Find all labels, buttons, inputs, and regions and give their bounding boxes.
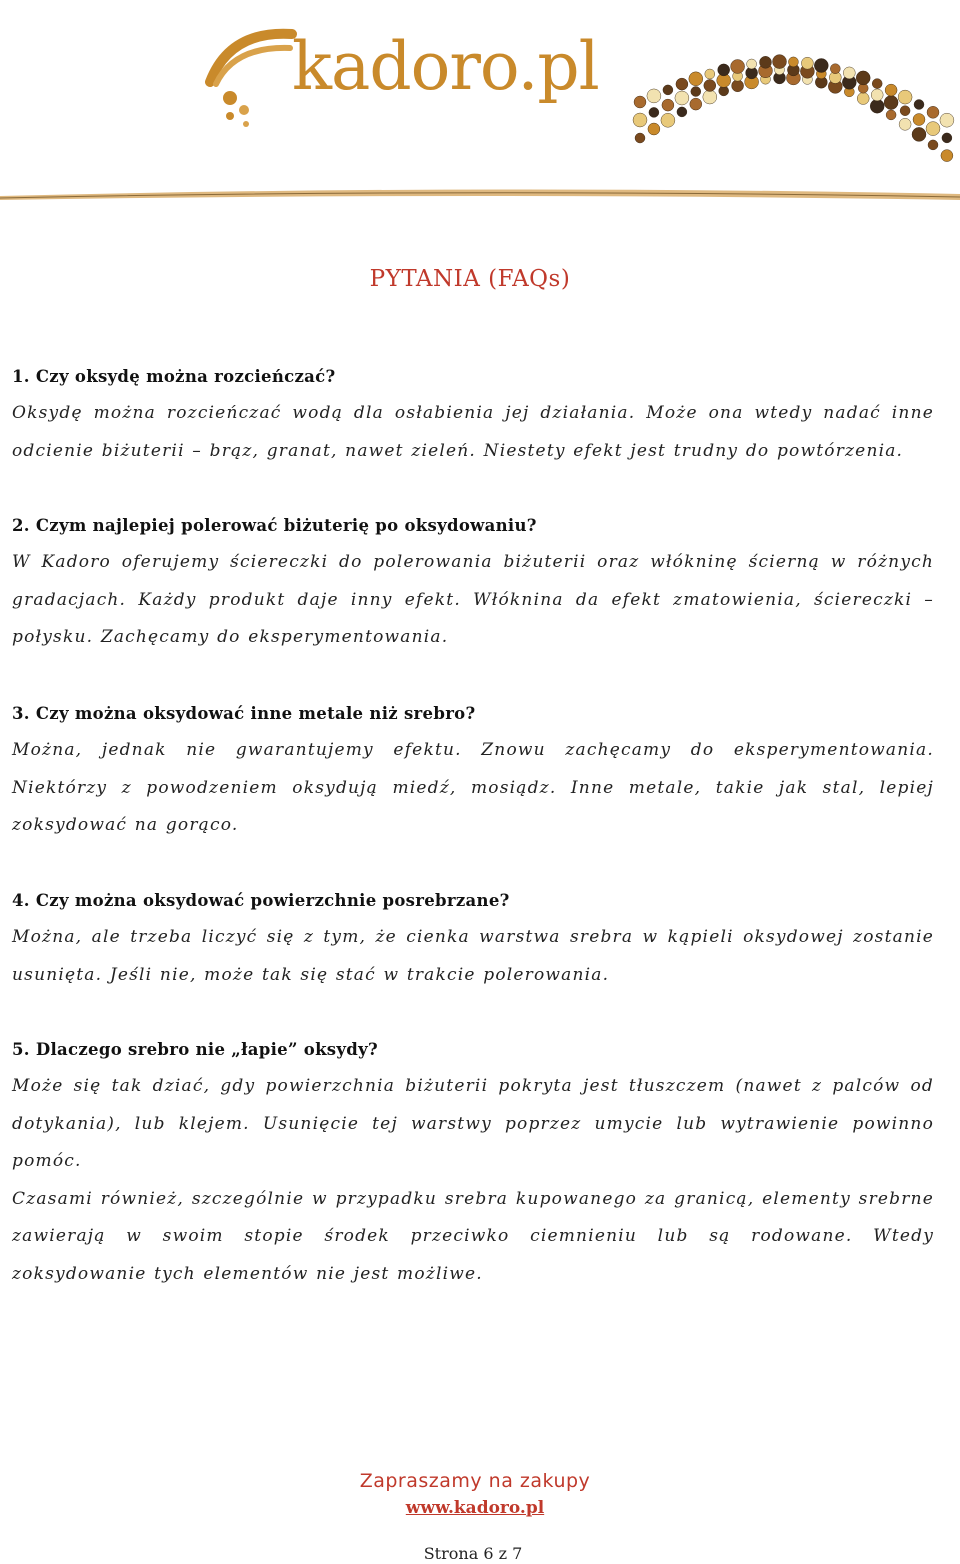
bead-shape <box>899 118 911 130</box>
bead-shape <box>914 100 924 110</box>
bead-shape <box>731 60 745 74</box>
bead-shape <box>912 127 926 141</box>
bead-shape <box>690 98 702 110</box>
bead-shape <box>814 59 828 73</box>
faq-answer: Można, ale trzeba liczyć się z tym, że cienka warstwa srebra w kąpieli oksydowej zostanie usunięta. Jeśli nie, może tak się stać w trakcie polerowania. <box>12 927 934 985</box>
footer-slogan: Zapraszamy na zakupy <box>359 1470 591 1492</box>
faq-question: 4. Czy można oksydować powierzchnie posrebrzane? <box>12 891 510 910</box>
bead-shape <box>747 59 757 69</box>
header-divider <box>0 178 960 208</box>
bead-shape <box>647 89 661 103</box>
faq-item <box>12 695 934 845</box>
bead-shape <box>871 89 883 101</box>
page-header <box>0 0 960 210</box>
faq-item <box>12 358 934 470</box>
bead-shape <box>941 150 953 162</box>
page-title: PYTANIA (FAQs) <box>369 266 571 292</box>
bead-shape <box>898 90 912 104</box>
bead-shape <box>635 133 645 143</box>
faq-answer: W Kadoro oferujemy ściereczki do polerowania biżuterii oraz włókninę ścierną w różnych gradacjach. Każdy produkt daje inny efekt. Włóknina da efekt zmatowienia, ściereczki – połysku. Zachęcamy do eksperymentowania. <box>12 552 934 647</box>
bead-shape <box>788 57 798 67</box>
logo-text: kadoro.pl <box>292 28 599 105</box>
bead-shape <box>662 99 674 111</box>
bead-shape <box>913 114 925 126</box>
faq-item <box>12 882 934 994</box>
faq-answer: Można, jednak nie gwarantujemy efektu. Znowu zachęcamy do eksperymentowania. Niektórzy z powodzeniem oksydują miedź, mosiądz. Inne metale, takie jak stal, lepiej zoksydować na gorąco. <box>12 740 934 835</box>
bead-shape <box>663 85 673 95</box>
faq-item <box>12 1031 934 1293</box>
faq-question: 3. Czy można oksydować inne metale niż srebro? <box>12 704 476 723</box>
bead-shape <box>884 96 898 110</box>
bead-shape <box>703 90 717 104</box>
bead-shape <box>705 69 715 79</box>
bead-shape <box>926 122 940 136</box>
bead-shape <box>773 55 787 69</box>
faq-question: 5. Dlaczego srebro nie „łapie” oksydy? <box>12 1040 378 1059</box>
bead-shape <box>691 87 701 97</box>
logo-icon <box>200 20 305 130</box>
bead-shape <box>872 79 882 89</box>
bead-shape <box>661 113 675 127</box>
bead-shape <box>634 96 646 108</box>
bead-shape <box>843 67 855 79</box>
footer-link[interactable]: www.kadoro.pl <box>405 1498 545 1518</box>
bead-shape <box>677 107 687 117</box>
bead-shape <box>886 110 896 120</box>
bead-shape <box>704 80 716 92</box>
bead-shape <box>870 99 884 113</box>
bead-shape <box>633 113 647 127</box>
bead-shape <box>689 72 703 86</box>
faq-answer: Może się tak dziać, gdy powierzchnia biżuterii pokryta jest tłuszczem (nawet z palców od dotykania), lub klejem. Usunięcie tej warstwy poprzez umycie lub wytrawienie powinno pomóc. <box>12 1076 934 1171</box>
bead-shape <box>675 91 689 105</box>
bead-shape <box>718 64 730 76</box>
bead-shape <box>648 123 660 135</box>
bead-shape <box>801 57 813 69</box>
bead-shape <box>927 106 939 118</box>
bead-shape <box>900 106 910 116</box>
faq-answer: Czasami również, szczególnie w przypadku srebra kupowanego za granicą, elementy srebrne zawierają w swoim stopie środek przeciwko ciemnieniu lub są rodowane. Wtedy zoksydowanie tych elementów nie jest możliwe. <box>12 1188 934 1284</box>
faq-answer: Oksydę można rozcieńczać wodą dla osłabienia jej działania. Może ona wtedy nadać inne odcienie biżuterii – brąz, granat, nawet zieleń. Niestety efekt jest trudny do powtórzenia. <box>12 403 934 461</box>
bead-shape <box>830 64 840 74</box>
bead-shape <box>940 113 954 127</box>
beads-necklace-image <box>630 18 960 178</box>
faq-question: 2. Czym najlepiej polerować biżuterię po oksydowaniu? <box>12 516 537 535</box>
faq-item <box>12 507 934 657</box>
bead-shape <box>760 56 772 68</box>
page-number: Strona 6 z 7 <box>423 1544 523 1563</box>
bead-shape <box>885 84 897 96</box>
bead-shape <box>676 78 688 90</box>
faq-question: 1. Czy oksydę można rozcieńczać? <box>12 367 336 386</box>
bead-shape <box>649 107 659 117</box>
bead-shape <box>732 80 744 92</box>
bead-shape <box>857 93 869 105</box>
bead-shape <box>856 71 870 85</box>
bead-shape <box>942 133 952 143</box>
bead-shape <box>928 140 938 150</box>
